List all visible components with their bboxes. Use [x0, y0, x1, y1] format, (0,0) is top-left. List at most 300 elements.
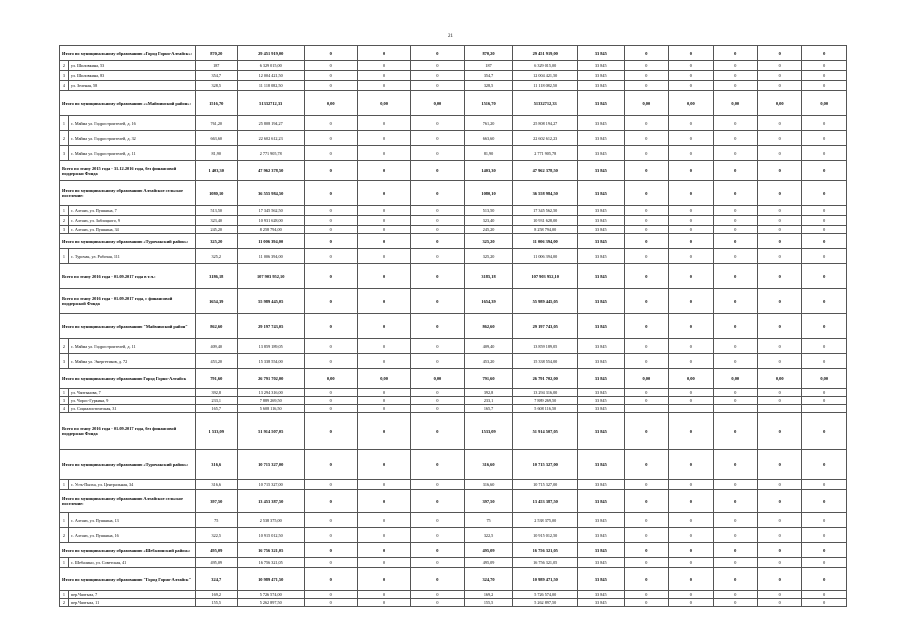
cell-col-9: 13 859 189,05	[513, 339, 577, 354]
cell-col-10: 33 845	[577, 405, 624, 413]
row-number: 4	[60, 81, 69, 91]
cell-col-6: 0	[357, 116, 410, 131]
cell-col-4: 7 889 269,50	[237, 397, 304, 405]
cell-col-12: 0	[669, 226, 713, 234]
subtotal-row	[60, 568, 847, 591]
cell-col-11: 0	[624, 264, 668, 289]
cell-col-3: 165,7	[195, 405, 237, 413]
cell-col-13	[713, 405, 757, 413]
cell-col-8: 761,20	[464, 116, 513, 131]
cell-col-4: 11 006 394,00	[237, 234, 304, 249]
cell-col-13: 0,00	[713, 91, 757, 116]
cell-col-5: 0	[304, 206, 357, 216]
cell-col-7: 0	[411, 181, 464, 206]
cell-col-4: 10 715 327,00	[237, 480, 304, 490]
cell-col-3: 862,60	[195, 314, 237, 339]
cell-col-13: 0	[713, 206, 757, 216]
cell-col-15: 0	[802, 131, 847, 146]
cell-col-9: 15 338 554,00	[513, 354, 577, 369]
cell-col-3: 1080,10	[195, 181, 237, 206]
cell-col-9: 10 915 012,50	[513, 528, 577, 543]
cell-col-12: 0	[669, 591, 713, 599]
cell-col-9: 2 538 375,00	[513, 513, 577, 528]
cell-col-3: 1654,39	[195, 289, 237, 314]
cell-col-4: 13 294 316,00	[237, 389, 304, 397]
cell-col-14: 0	[757, 450, 801, 480]
cell-col-5: 0	[304, 61, 357, 71]
cell-col-5: 0	[304, 131, 357, 146]
cell-col-4: 5 608 116,50	[237, 405, 304, 413]
cell-col-5: 0	[304, 249, 357, 264]
cell-col-6: 0,00	[357, 369, 410, 389]
cell-col-12: 0	[669, 599, 713, 607]
cell-col-4: 15 338 554,00	[237, 354, 304, 369]
cell-col-9: 10 715 327,00	[513, 450, 577, 480]
cell-col-7: 0	[411, 226, 464, 234]
row-number: 2	[60, 599, 69, 607]
cell-col-12: 0	[669, 234, 713, 249]
cell-col-15: 0	[802, 226, 847, 234]
cell-col-10: 33 845	[577, 568, 624, 591]
cell-col-8: 323,40	[464, 216, 513, 226]
cell-col-7: 0	[411, 591, 464, 599]
cell-col-3: 3186,18	[195, 264, 237, 289]
cell-col-14: 0	[757, 206, 801, 216]
cell-col-7: 0	[411, 216, 464, 226]
cell-col-14: 0	[757, 131, 801, 146]
cell-col-10: 33 845	[577, 216, 624, 226]
cell-col-14: 0	[757, 480, 801, 490]
cell-col-4: 10 931 628,00	[237, 216, 304, 226]
cell-col-3: 663,60	[195, 131, 237, 146]
cell-col-4: 5 262 897,50	[237, 599, 304, 607]
table-row	[60, 226, 847, 234]
cell-col-9: 17 345 562,50	[513, 206, 577, 216]
row-number: 2	[60, 339, 69, 354]
cell-col-15: 0	[802, 389, 847, 397]
cell-col-12: 0	[669, 249, 713, 264]
cell-col-7: 0	[411, 513, 464, 528]
table-row	[60, 81, 847, 91]
cell-col-6: 0	[357, 131, 410, 146]
cell-col-15: 0	[802, 264, 847, 289]
cell-col-6: 0	[357, 61, 410, 71]
cell-col-8: 1516,70	[464, 91, 513, 116]
cell-col-8: 495,09	[464, 543, 513, 558]
cell-col-8: 81,90	[464, 146, 513, 161]
row-number: 2	[60, 61, 69, 71]
cell-col-3: 325,2	[195, 249, 237, 264]
cell-col-14: 0	[757, 161, 801, 181]
cell-col-11: 0	[624, 226, 668, 234]
cell-col-4: 2 538 375,00	[237, 513, 304, 528]
cell-col-11: 0	[624, 528, 668, 543]
cell-col-14: 0	[757, 354, 801, 369]
cell-col-7: 0	[411, 480, 464, 490]
cell-col-12: 0	[669, 513, 713, 528]
table-row	[60, 339, 847, 354]
cell-col-7: 0	[411, 46, 464, 61]
cell-col-8: 392,8	[464, 389, 513, 397]
table-row	[60, 405, 847, 413]
cell-col-12: 0	[669, 413, 713, 450]
cell-col-14: 0,00	[757, 369, 801, 389]
subtotal-row	[60, 234, 847, 249]
cell-col-8: 316,60	[464, 450, 513, 480]
table-row	[60, 591, 847, 599]
row-number: 4	[60, 405, 69, 413]
cell-col-3: 1516,70	[195, 91, 237, 116]
cell-col-3: 791,60	[195, 369, 237, 389]
cell-col-10: 33 845	[577, 354, 624, 369]
cell-col-7: 0	[411, 161, 464, 181]
cell-col-13: 0	[713, 490, 757, 513]
cell-col-13: 0	[713, 234, 757, 249]
cell-col-15: 0	[802, 339, 847, 354]
cell-col-10: 33 845	[577, 339, 624, 354]
cell-col-12: 0	[669, 289, 713, 314]
cell-col-3: 322,5	[195, 528, 237, 543]
table-row	[60, 61, 847, 71]
cell-col-12: 0	[669, 528, 713, 543]
table-row	[60, 71, 847, 81]
cell-col-6: 0	[357, 480, 410, 490]
cell-col-13: 0	[713, 61, 757, 71]
table-row	[60, 599, 847, 607]
cell-col-10: 33 845	[577, 116, 624, 131]
table-row	[60, 558, 847, 568]
cell-col-11: 0	[624, 413, 668, 450]
cell-col-11: 0	[624, 591, 668, 599]
cell-col-4: 107 903 952,10	[237, 264, 304, 289]
cell-col-4: 29 451 919,00	[237, 46, 304, 61]
cell-col-15: 0	[802, 397, 847, 405]
cell-col-12: 0	[669, 480, 713, 490]
cell-col-5: 0	[304, 71, 357, 81]
cell-col-11: 0	[624, 46, 668, 61]
row-address: ул. Шиловкина, 53	[68, 61, 195, 71]
cell-col-6: 0	[357, 490, 410, 513]
cell-col-7: 0	[411, 568, 464, 591]
cell-col-6: 0	[357, 289, 410, 314]
row-address: с. Алтаиз, ул. Пушкина, 7	[68, 206, 195, 216]
cell-col-12: 0	[669, 314, 713, 339]
subtotal-row	[60, 450, 847, 480]
cell-col-14: 0	[757, 226, 801, 234]
row-address: ул. Социалистическая, 31	[68, 405, 195, 413]
cell-col-12: 0	[669, 206, 713, 216]
cell-col-4: 12 004 421,50	[237, 71, 304, 81]
row-address: ул. Шиловкина, 83	[68, 71, 195, 81]
cell-col-10: 33 845	[577, 206, 624, 216]
cell-col-8: 187	[464, 61, 513, 71]
cell-col-14: 0	[757, 46, 801, 61]
cell-col-8: 245,20	[464, 226, 513, 234]
cell-col-7: 0	[411, 249, 464, 264]
cell-col-9: 22 602 612,23	[513, 131, 577, 146]
cell-col-15: 0	[802, 314, 847, 339]
cell-col-6: 0	[357, 226, 410, 234]
cell-col-13: 0	[713, 131, 757, 146]
subtotal-row	[60, 181, 847, 206]
cell-col-7: 0	[411, 543, 464, 558]
cell-col-13: 0	[713, 591, 757, 599]
cell-col-5: 0	[304, 558, 357, 568]
subtotal-row	[60, 413, 847, 450]
cell-col-7: 0	[411, 206, 464, 216]
cell-col-13: 0	[713, 249, 757, 264]
table-row	[60, 513, 847, 528]
cell-col-10: 33 845	[577, 528, 624, 543]
cell-col-11: 0	[624, 216, 668, 226]
cell-col-15: 0	[802, 354, 847, 369]
cell-col-9: 11 006 394,00	[513, 234, 577, 249]
cell-col-14: 0	[757, 599, 801, 607]
cell-col-9: 13 294 316,00	[513, 389, 577, 397]
cell-col-8: 453,20	[464, 354, 513, 369]
cell-col-3: 1 403,30	[195, 161, 237, 181]
cell-col-14: 0	[757, 146, 801, 161]
cell-col-9: 2 771 905,78	[513, 146, 577, 161]
cell-col-5: 0	[304, 591, 357, 599]
subtotal-row	[60, 264, 847, 289]
cell-col-5: 0	[304, 161, 357, 181]
cell-col-14: 0	[757, 234, 801, 249]
cell-col-8: 513,50	[464, 206, 513, 216]
cell-col-4: 13 453 387,50	[237, 490, 304, 513]
cell-col-10: 33 845	[577, 131, 624, 146]
cell-col-8: 325,20	[464, 234, 513, 249]
cell-col-3: 325,20	[195, 234, 237, 249]
cell-col-9: 36 558 984,50	[513, 181, 577, 206]
cell-col-5: 0	[304, 450, 357, 480]
cell-col-5: 0	[304, 289, 357, 314]
cell-col-3: 513,50	[195, 206, 237, 216]
cell-col-14: 0	[757, 61, 801, 71]
cell-col-4: 25 808 194,27	[237, 116, 304, 131]
row-address: с. Майма ул. Гидростроителей, д. 11	[68, 146, 195, 161]
cell-col-3: 316,6	[195, 480, 237, 490]
cell-col-13: 0	[713, 339, 757, 354]
cell-col-4: 6 329 015,00	[237, 61, 304, 71]
cell-col-7: 0	[411, 61, 464, 71]
cell-col-4: 17 345 562,50	[237, 206, 304, 216]
cell-col-8: 322,5	[464, 528, 513, 543]
cell-col-15: 0	[802, 216, 847, 226]
cell-col-10: 33 845	[577, 591, 624, 599]
row-address: с. Шебалино, ул. Советская, 41	[68, 558, 195, 568]
cell-col-8: 791,60	[464, 369, 513, 389]
cell-col-12: 0	[669, 81, 713, 91]
cell-col-15: 0	[802, 450, 847, 480]
cell-col-14: 0	[757, 490, 801, 513]
cell-col-11: 0,00	[624, 91, 668, 116]
row-address: ул. Чорос-Гуркина, 9	[68, 397, 195, 405]
cell-col-11: 0	[624, 161, 668, 181]
row-number: 1	[60, 513, 69, 528]
cell-col-8: 3185,18	[464, 264, 513, 289]
cell-col-9: 107 903 952,10	[513, 264, 577, 289]
cell-col-10: 33 845	[577, 314, 624, 339]
cell-col-8: 155,5	[464, 599, 513, 607]
cell-col-5: 0	[304, 568, 357, 591]
cell-col-15: 0	[802, 161, 847, 181]
table-row	[60, 131, 847, 146]
table-row	[60, 397, 847, 405]
cell-col-8: 324,70	[464, 568, 513, 591]
cell-col-4: 26 791 702,00	[237, 369, 304, 389]
cell-col-6: 0	[357, 216, 410, 226]
cell-col-15: 0	[802, 146, 847, 161]
cell-col-11: 0	[624, 397, 668, 405]
cell-col-5: 0	[304, 226, 357, 234]
cell-col-10: 33 845	[577, 264, 624, 289]
cell-col-15: 0	[802, 81, 847, 91]
cell-col-10: 33 845	[577, 543, 624, 558]
cell-col-14: 0	[757, 528, 801, 543]
cell-col-13: 0	[713, 389, 757, 397]
cell-col-15: 0	[802, 480, 847, 490]
cell-col-3: 245,20	[195, 226, 237, 234]
cell-col-10: 33 845	[577, 146, 624, 161]
cell-col-5: 0	[304, 397, 357, 405]
table-row	[60, 389, 847, 397]
cell-col-7: 0,00	[411, 369, 464, 389]
cell-col-5: 0	[304, 339, 357, 354]
cell-col-7: 0	[411, 81, 464, 91]
cell-col-6: 0	[357, 181, 410, 206]
cell-col-6: 0	[357, 234, 410, 249]
cell-col-11: 0	[624, 558, 668, 568]
cell-col-3: 169,2	[195, 591, 237, 599]
cell-col-15: 0	[802, 206, 847, 216]
cell-col-7: 0	[411, 314, 464, 339]
cell-col-14: 0	[757, 314, 801, 339]
row-number: 1	[60, 116, 69, 131]
row-number: 1	[60, 480, 69, 490]
cell-col-14: 0	[757, 264, 801, 289]
cell-col-6: 0	[357, 513, 410, 528]
cell-col-5: 0	[304, 528, 357, 543]
row-number: 1	[60, 558, 69, 568]
subtotal-row	[60, 314, 847, 339]
subtotal-row	[60, 161, 847, 181]
cell-col-10: 33 845	[577, 181, 624, 206]
row-label: Итого по муниципальному образованию Алтайское сельское поселение:	[60, 490, 196, 513]
cell-col-4: 11 006 394,00	[237, 249, 304, 264]
cell-col-10: 33 845	[577, 161, 624, 181]
cell-col-6: 0	[357, 599, 410, 607]
cell-col-6: 0	[357, 71, 410, 81]
cell-col-6: 0	[357, 528, 410, 543]
cell-col-9: 16 756 321,05	[513, 558, 577, 568]
row-address: с. Алтаиз, ул. Заблоцкого, 9	[68, 216, 195, 226]
cell-col-9: 29 197 743,05	[513, 314, 577, 339]
cell-col-3: 453,20	[195, 354, 237, 369]
cell-col-5: 0	[304, 480, 357, 490]
cell-col-14: 0,00	[757, 91, 801, 116]
cell-col-13: 0	[713, 116, 757, 131]
cell-col-13: 0	[713, 354, 757, 369]
row-address: ул. Зеленая, 58	[68, 81, 195, 91]
subtotal-row	[60, 369, 847, 389]
cell-col-7: 0	[411, 131, 464, 146]
cell-col-6: 0	[357, 146, 410, 161]
cell-col-5: 0	[304, 216, 357, 226]
cell-col-6: 0	[357, 450, 410, 480]
cell-col-10: 33 845	[577, 558, 624, 568]
cell-col-6: 0	[357, 405, 410, 413]
cell-col-12: 0	[669, 61, 713, 71]
table-row	[60, 528, 847, 543]
row-address: с. Турочак, ул. Рабочая, 111	[68, 249, 195, 264]
cell-col-5: 0	[304, 413, 357, 450]
cell-col-13: 0	[713, 216, 757, 226]
cell-col-4: 5 726 574,00	[237, 591, 304, 599]
cell-col-9: 11 006 394,00	[513, 249, 577, 264]
cell-col-10: 33 845	[577, 490, 624, 513]
cell-col-8: 1080,10	[464, 181, 513, 206]
cell-col-12: 0,00	[669, 91, 713, 116]
cell-col-5: 0	[304, 264, 357, 289]
cell-col-8: 316,60	[464, 480, 513, 490]
cell-col-7: 0	[411, 354, 464, 369]
cell-col-14: 0	[757, 216, 801, 226]
cell-col-6: 0,00	[357, 91, 410, 116]
row-label: Итого по муниципальному образованию Алтайское сельское поселение:	[60, 181, 196, 206]
cell-col-6: 0	[357, 314, 410, 339]
cell-col-12: 0	[669, 146, 713, 161]
table-row	[60, 480, 847, 490]
cell-col-11: 0	[624, 71, 668, 81]
cell-col-14	[757, 405, 801, 413]
cell-col-5: 0	[304, 405, 357, 413]
cell-col-7: 0	[411, 234, 464, 249]
cell-col-11: 0	[624, 450, 668, 480]
cell-col-4: 10 915 012,50	[237, 528, 304, 543]
cell-col-3: 323,40	[195, 216, 237, 226]
cell-col-13: 0	[713, 599, 757, 607]
cell-col-9: 26 791 702,00	[513, 369, 577, 389]
row-address: с. Майма ул. Гидростроителей, д. 11	[68, 339, 195, 354]
cell-col-11: 0	[624, 81, 668, 91]
cell-col-4: 2 771 905,78	[237, 146, 304, 161]
cell-col-3: 75	[195, 513, 237, 528]
cell-col-7: 0	[411, 599, 464, 607]
cell-col-11: 0	[624, 389, 668, 397]
cell-col-3: 233,1	[195, 397, 237, 405]
cell-col-15: 0	[802, 591, 847, 599]
cell-col-15: 0	[802, 513, 847, 528]
row-address: пер.Чаптыза, 7	[68, 591, 195, 599]
cell-col-6: 0	[357, 339, 410, 354]
row-number: 1	[60, 591, 69, 599]
row-label: Всего по этапу 2016 года - 01.09.2017 года в т.ч.:	[60, 264, 196, 289]
cell-col-3: 81,90	[195, 146, 237, 161]
cell-col-12: 0	[669, 161, 713, 181]
cell-col-15: 0	[802, 46, 847, 61]
cell-col-12: 0	[669, 490, 713, 513]
row-number: 3	[60, 354, 69, 369]
cell-col-10: 33 845	[577, 249, 624, 264]
cell-col-12: 0	[669, 354, 713, 369]
cell-col-6: 0	[357, 558, 410, 568]
cell-col-9: 29 451 919,00	[513, 46, 577, 61]
cell-col-12: 0	[669, 216, 713, 226]
cell-col-10: 33 845	[577, 226, 624, 234]
cell-col-12: 0	[669, 131, 713, 146]
cell-col-14: 0	[757, 513, 801, 528]
